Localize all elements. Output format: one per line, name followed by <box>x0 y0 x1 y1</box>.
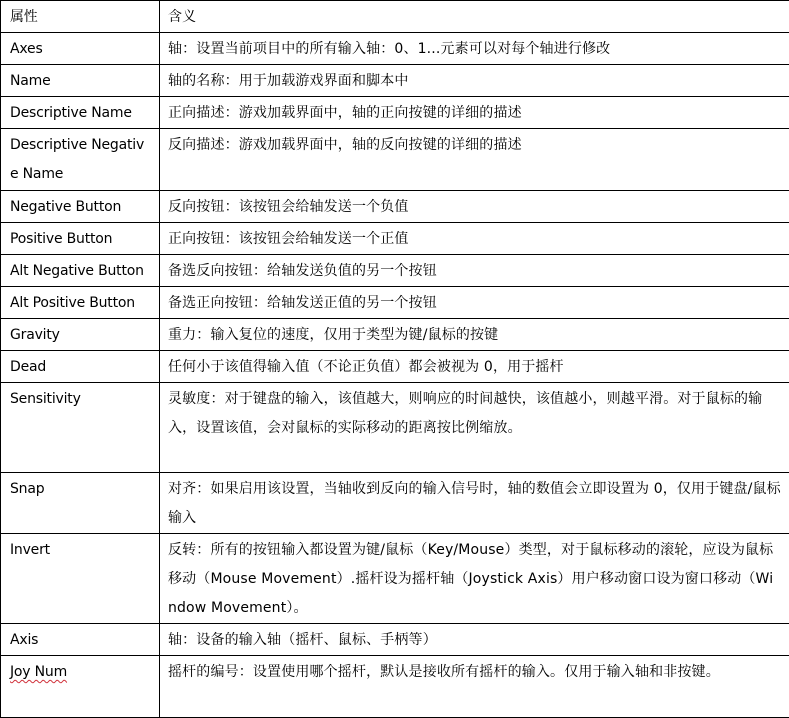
table-row <box>1 287 789 319</box>
header-meaning: 含义 <box>160 1 789 33</box>
row-meaning: 灵敏度：对于键盘的输入，该值越大，则响应的时间越快，该值越小，则越平滑。对于鼠标的输入，设置该值，会对鼠标的实际移动的距离按比例缩放。 <box>160 383 789 473</box>
table-row <box>1 97 789 129</box>
table-row <box>1 383 789 473</box>
row-meaning: 轴：设置当前项目中的所有输入轴：0、1...元素可以对每个轴进行修改 <box>160 33 789 65</box>
row-meaning: 备选反向按钮：给轴发送负值的另一个按钮 <box>160 255 789 287</box>
row-meaning: 轴：设备的输入轴（摇杆、鼠标、手柄等） <box>160 624 789 656</box>
spellcheck-underlined-text: Joy Num <box>10 664 67 680</box>
row-property: Negative Button <box>1 191 160 223</box>
row-meaning: 正向按钮：该按钮会给轴发送一个正值 <box>160 223 789 255</box>
row-property: Descriptive Name <box>1 97 160 129</box>
table-row <box>1 351 789 383</box>
row-property: Alt Positive Button <box>1 287 160 319</box>
row-property: Snap <box>1 473 160 534</box>
row-property: Positive Button <box>1 223 160 255</box>
row-property: Alt Negative Button <box>1 255 160 287</box>
row-meaning: 摇杆的编号：设置使用哪个摇杆，默认是接收所有摇杆的输入。仅用于输入轴和非按键。 <box>160 656 789 718</box>
table-row <box>1 191 789 223</box>
row-meaning: 轴的名称：用于加载游戏界面和脚本中 <box>160 65 789 97</box>
row-meaning: 反转：所有的按钮输入都设置为键/鼠标（Key/Mouse）类型，对于鼠标移动的滚轮，应设为鼠标移动（Mouse Movement）.摇杆设为摇杆轴（Joystick Axis）用户移动窗口设为窗口移动（Window Movement）。 <box>160 534 789 624</box>
row-property: Descriptive Negative Name <box>1 129 160 191</box>
table-row <box>1 534 789 624</box>
row-property: Dead <box>1 351 160 383</box>
table-row <box>1 129 789 191</box>
row-meaning: 任何小于该值得输入值（不论正负值）都会被视为 0，用于摇杆 <box>160 351 789 383</box>
row-property: Gravity <box>1 319 160 351</box>
table-row <box>1 656 789 718</box>
table-header-row <box>1 1 789 33</box>
row-property: Axes <box>1 33 160 65</box>
row-meaning: 反向描述：游戏加载界面中，轴的反向按键的详细的描述 <box>160 129 789 191</box>
header-property: 属性 <box>1 1 160 33</box>
row-meaning: 重力：输入复位的速度，仅用于类型为键/鼠标的按键 <box>160 319 789 351</box>
table-row <box>1 65 789 97</box>
table-row <box>1 33 789 65</box>
table-row <box>1 624 789 656</box>
table-row <box>1 255 789 287</box>
table-row <box>1 223 789 255</box>
table-row <box>1 319 789 351</box>
row-property: Axis <box>1 624 160 656</box>
table-row <box>1 473 789 534</box>
row-property: Name <box>1 65 160 97</box>
row-property: Invert <box>1 534 160 624</box>
row-meaning: 对齐：如果启用该设置，当轴收到反向的输入信号时，轴的数值会立即设置为 0，仅用于键盘/鼠标输入 <box>160 473 789 534</box>
row-property: Sensitivity <box>1 383 160 473</box>
row-meaning: 正向描述：游戏加载界面中，轴的正向按键的详细的描述 <box>160 97 789 129</box>
row-property <box>1 656 160 718</box>
row-meaning: 备选正向按钮：给轴发送正值的另一个按钮 <box>160 287 789 319</box>
row-meaning: 反向按钮：该按钮会给轴发送一个负值 <box>160 191 789 223</box>
